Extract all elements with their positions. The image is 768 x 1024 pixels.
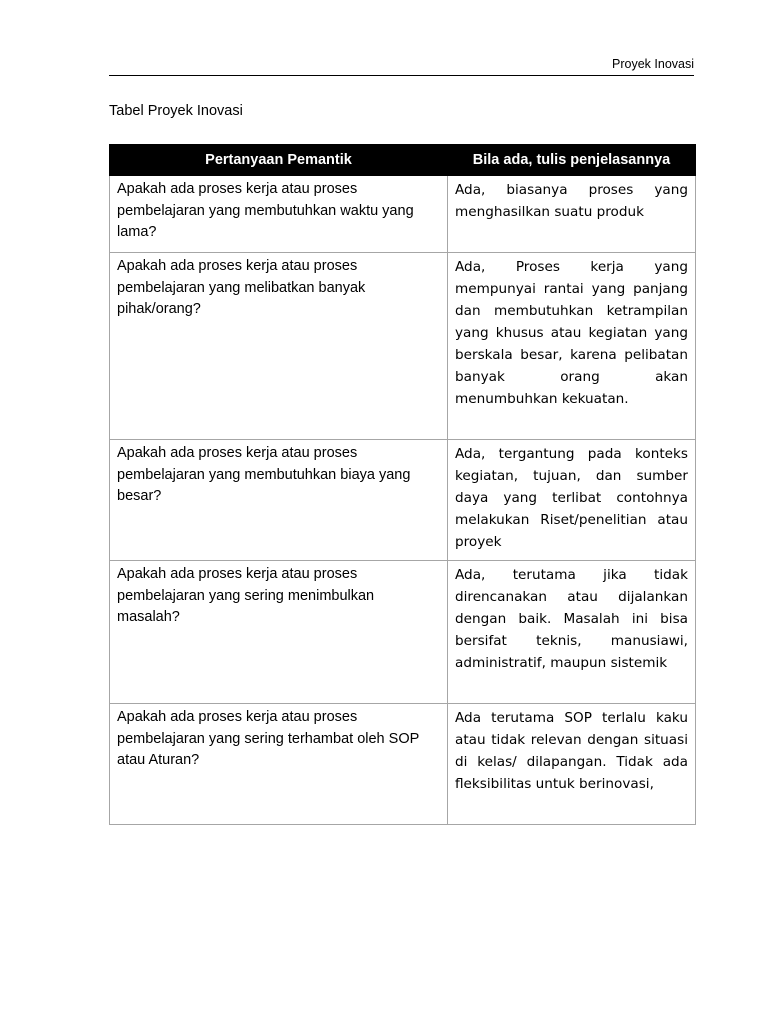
- column-header-answer: Bila ada, tulis penjelasannya: [448, 145, 696, 176]
- table-row: [110, 253, 696, 440]
- question-cell: Apakah ada proses kerja atau proses pembelajaran yang membutuhkan biaya yang besar?: [110, 440, 448, 561]
- header-rule: [109, 75, 694, 76]
- answer-cell: Ada terutama SOP terlalu kaku atau tidak relevan dengan situasi di kelas/ dilapangan. Tidak ada fleksibilitas untuk berinovasi,: [448, 704, 696, 825]
- table-row: [110, 440, 696, 561]
- answer-cell: Ada, tergantung pada konteks kegiatan, tujuan, dan sumber daya yang terlibat contohnya melakukan Riset/penelitian atau proyek: [448, 440, 696, 561]
- project-table: [109, 144, 696, 825]
- running-header: Proyek Inovasi: [612, 57, 694, 71]
- column-header-question: Pertanyaan Pemantik: [110, 145, 448, 176]
- document-title: Tabel Proyek Inovasi: [109, 103, 243, 119]
- table-header-row: [110, 145, 696, 176]
- question-cell: Apakah ada proses kerja atau proses pembelajaran yang membutuhkan waktu yang lama?: [110, 176, 448, 253]
- table-row: [110, 704, 696, 825]
- answer-cell: Ada, Proses kerja yang mempunyai rantai yang panjang dan membutuhkan ketrampilan yang khusus atau kegiatan yang berskala besar, karena pelibatan banyak orang akan menumbuhkan kekuatan.: [448, 253, 696, 440]
- answer-cell: Ada, terutama jika tidak direncanakan atau dijalankan dengan baik. Masalah ini bisa bersifat teknis, manusiawi, administratif, maupun sistemik: [448, 561, 696, 704]
- table-row: [110, 561, 696, 704]
- table-row: [110, 176, 696, 253]
- answer-cell: Ada, biasanya proses yang menghasilkan suatu produk: [448, 176, 696, 253]
- question-cell: Apakah ada proses kerja atau proses pembelajaran yang melibatkan banyak pihak/orang?: [110, 253, 448, 440]
- question-cell: Apakah ada proses kerja atau proses pembelajaran yang sering menimbulkan masalah?: [110, 561, 448, 704]
- question-cell: Apakah ada proses kerja atau proses pembelajaran yang sering terhambat oleh SOP atau Aturan?: [110, 704, 448, 825]
